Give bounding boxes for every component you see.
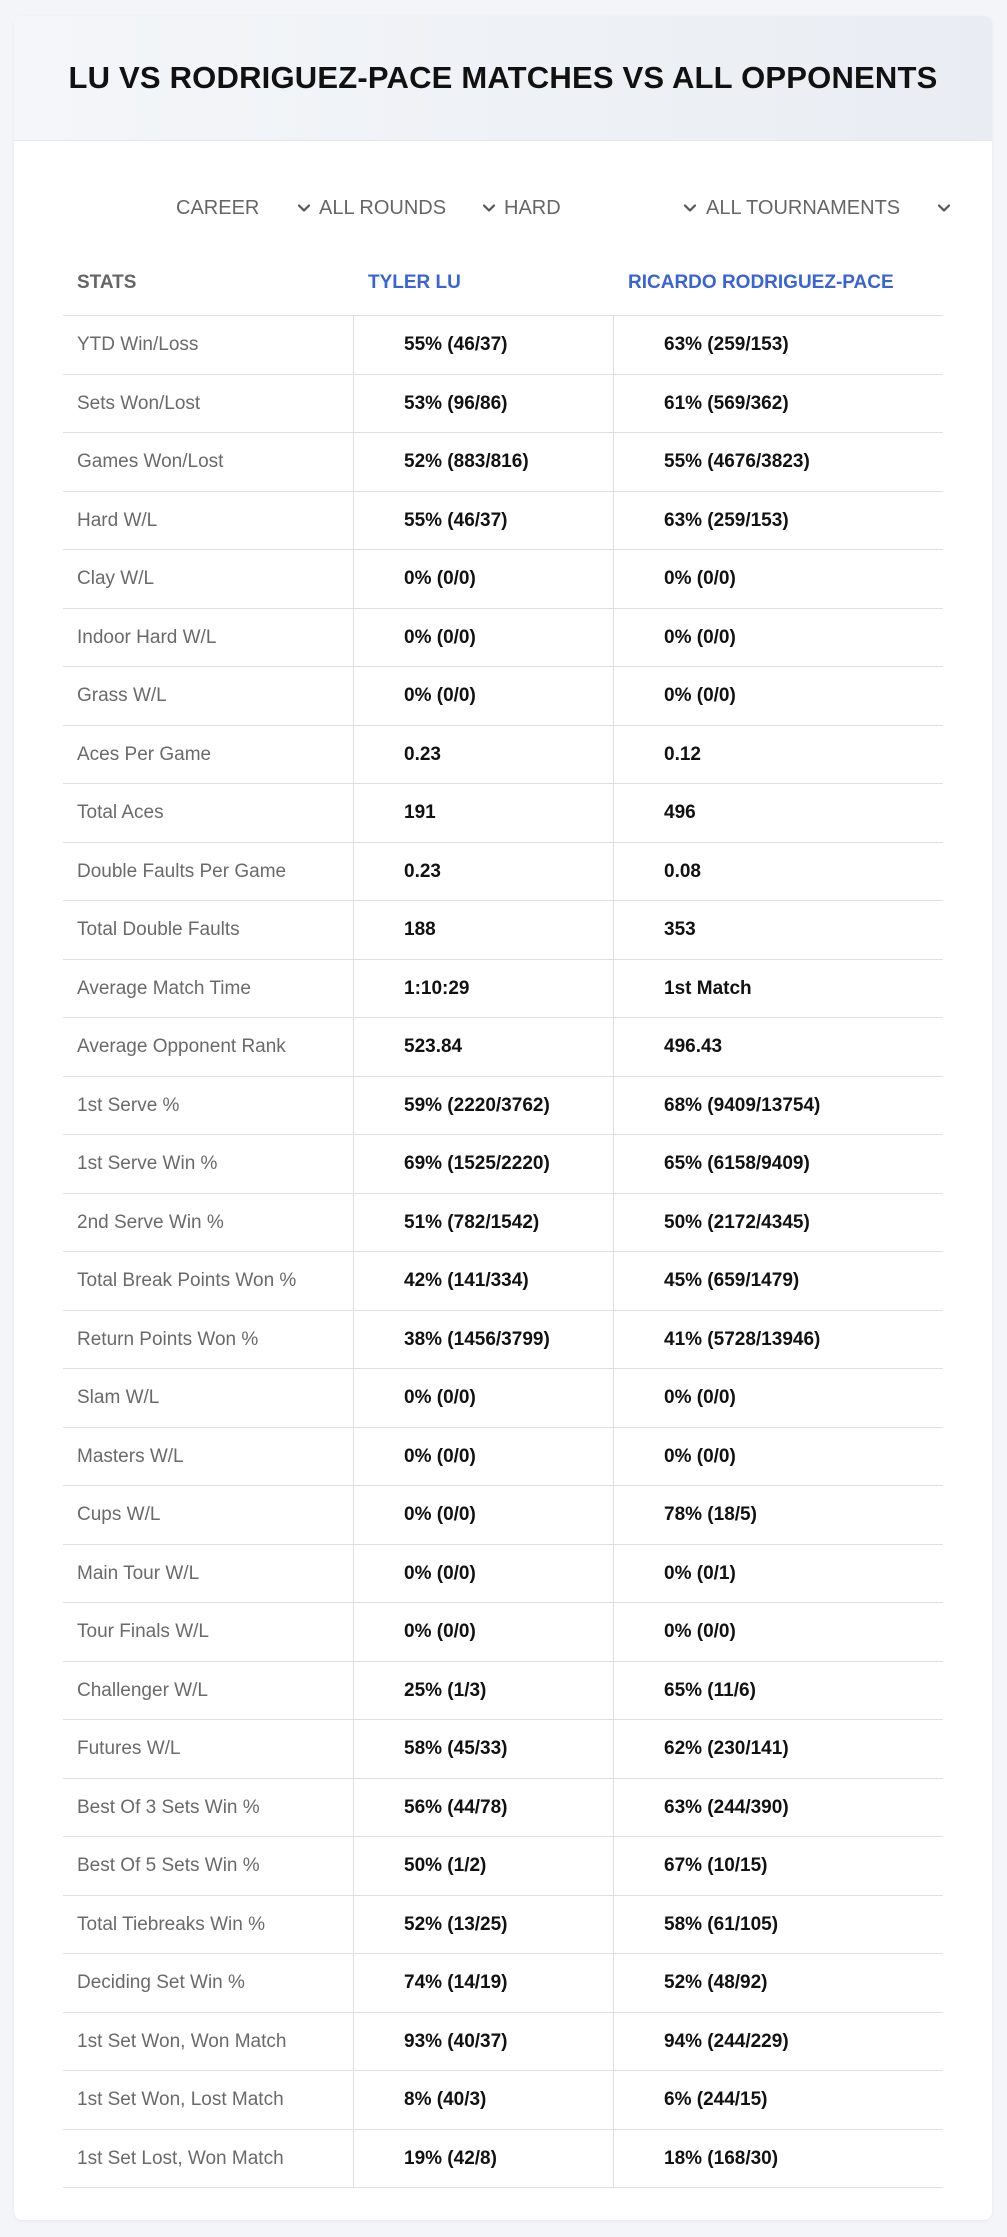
player2-value: 496 [613,784,943,843]
player2-value: 94% (244/229) [613,2013,943,2072]
player2-value: 353 [613,901,943,960]
player2-value: 61% (569/362) [613,375,943,434]
player2-value: 0% (0/0) [613,1369,943,1428]
stat-label: Double Faults Per Game [77,860,287,882]
player1-value: 0.23 [353,843,613,902]
player1-value: 0% (0/0) [353,1545,613,1604]
career-select[interactable] [176,188,312,228]
tournaments-select-value: ALL TOURNAMENTS [706,196,901,219]
stat-label: YTD Win/Loss [77,334,199,356]
player1-value: 55% (46/37) [353,492,613,551]
chevron-down-icon [481,200,497,216]
player1-value: 0% (0/0) [353,609,613,668]
table-row [63,2013,943,2072]
surface-select[interactable] [504,188,698,228]
column-header-stats: STATS [77,272,137,293]
table-row [63,1311,943,1370]
player2-value: 0% (0/0) [613,1428,943,1487]
table-row [63,1545,943,1604]
player1-value: 0% (0/0) [353,1486,613,1545]
stat-label: Total Double Faults [77,919,240,941]
table-row [63,550,943,609]
stat-label: Games Won/Lost [77,451,224,473]
stat-label: 1st Serve % [77,1094,180,1116]
player2-value: 55% (4676/3823) [613,433,943,492]
stat-label: Average Opponent Rank [77,1036,286,1058]
player2-value: 68% (9409/13754) [613,1077,943,1136]
stat-label: Main Tour W/L [77,1562,200,1584]
player2-value: 50% (2172/4345) [613,1194,943,1253]
stat-label: Slam W/L [77,1387,160,1409]
player2-value: 0% (0/0) [613,667,943,726]
column-header-player2[interactable]: RICARDO RODRIGUEZ-PACE [628,272,894,293]
player2-value: 0.12 [613,726,943,785]
table-row [63,1135,943,1194]
stat-label: Deciding Set Win % [77,1972,245,1994]
table-row [63,2130,943,2189]
table-row [63,1662,943,1721]
player1-value: 38% (1456/3799) [353,1311,613,1370]
player2-value: 1st Match [613,960,943,1019]
tournaments-select[interactable] [706,188,952,228]
player2-value: 6% (244/15) [613,2071,943,2130]
table-row [63,726,943,785]
player2-value: 0% (0/1) [613,1545,943,1604]
player2-value: 0.08 [613,843,943,902]
stat-label: Hard W/L [77,509,158,531]
player1-value: 191 [353,784,613,843]
stat-label: Total Aces [77,802,164,824]
table-row [63,843,943,902]
stat-label: Masters W/L [77,1445,184,1467]
page-title: LU VS RODRIGUEZ-PACE MATCHES VS ALL OPPONENTS [68,60,938,95]
player1-value: 523.84 [353,1018,613,1077]
table-row [63,1954,943,2013]
player1-value: 69% (1525/2220) [353,1135,613,1194]
stat-label: Return Points Won % [77,1328,259,1350]
stat-label: Futures W/L [77,1738,181,1760]
stat-label: Total Break Points Won % [77,1270,297,1292]
stat-label: Best Of 5 Sets Win % [77,1855,260,1877]
player1-value: 8% (40/3) [353,2071,613,2130]
table-row [63,1837,943,1896]
stats-card [14,16,992,2220]
player2-value: 78% (18/5) [613,1486,943,1545]
table-row [63,960,943,1019]
player1-value: 0.23 [353,726,613,785]
player2-value: 63% (244/390) [613,1779,943,1838]
player1-value: 52% (13/25) [353,1896,613,1955]
table-row [63,492,943,551]
player2-value: 0% (0/0) [613,1603,943,1662]
table-row [63,1428,943,1487]
table-row [63,667,943,726]
player2-value: 65% (6158/9409) [613,1135,943,1194]
player1-value: 0% (0/0) [353,1603,613,1662]
table-row [63,1779,943,1838]
table-row [63,1603,943,1662]
stat-label: Challenger W/L [77,1679,208,1701]
player2-value: 65% (11/6) [613,1662,943,1721]
stat-label: Sets Won/Lost [77,392,201,414]
stat-label: 2nd Serve Win % [77,1211,224,1233]
player2-value: 52% (48/92) [613,1954,943,2013]
stat-label: 1st Set Lost, Won Match [77,2147,284,2169]
stat-label: 1st Set Won, Won Match [77,2030,287,2052]
player2-value: 0% (0/0) [613,609,943,668]
player1-value: 74% (14/19) [353,1954,613,2013]
stats-table [63,316,943,2188]
stat-label: Indoor Hard W/L [77,626,217,648]
player1-value: 93% (40/37) [353,2013,613,2072]
player1-value: 58% (45/33) [353,1720,613,1779]
table-row [63,433,943,492]
player1-value: 59% (2220/3762) [353,1077,613,1136]
stat-label: Grass W/L [77,685,167,707]
player1-value: 52% (883/816) [353,433,613,492]
table-row [63,901,943,960]
player1-value: 55% (46/37) [353,316,613,375]
card-header [14,16,992,141]
chevron-down-icon [936,200,952,216]
stat-label: Cups W/L [77,1504,161,1526]
stat-label: Best Of 3 Sets Win % [77,1796,260,1818]
table-row [63,1896,943,1955]
career-select-value: CAREER [176,196,260,219]
player1-value: 25% (1/3) [353,1662,613,1721]
rounds-select[interactable] [319,188,497,228]
player2-value: 67% (10/15) [613,1837,943,1896]
player2-value: 63% (259/153) [613,316,943,375]
table-row [63,316,943,375]
table-row [63,609,943,668]
player2-value: 18% (168/30) [613,2130,943,2189]
player1-value: 53% (96/86) [353,375,613,434]
table-row [63,784,943,843]
table-row [63,1720,943,1779]
stat-label: 1st Serve Win % [77,1153,218,1175]
player1-value: 0% (0/0) [353,550,613,609]
chevron-down-icon [682,200,698,216]
player1-value: 50% (1/2) [353,1837,613,1896]
table-row [63,1486,943,1545]
player2-value: 45% (659/1479) [613,1252,943,1311]
filter-bar [14,188,992,228]
column-header-player1[interactable]: TYLER LU [368,272,461,293]
player1-value: 56% (44/78) [353,1779,613,1838]
stat-label: Clay W/L [77,568,155,590]
player1-value: 1:10:29 [353,960,613,1019]
player2-value: 41% (5728/13946) [613,1311,943,1370]
table-row [63,2071,943,2130]
table-row [63,1252,943,1311]
stat-label: Aces Per Game [77,743,212,765]
table-row [63,1018,943,1077]
table-row [63,1077,943,1136]
table-row [63,1194,943,1253]
table-row [63,375,943,434]
table-header [63,252,943,316]
player1-value: 0% (0/0) [353,667,613,726]
player2-value: 496.43 [613,1018,943,1077]
player1-value: 42% (141/334) [353,1252,613,1311]
player1-value: 19% (42/8) [353,2130,613,2189]
stat-label: Average Match Time [77,977,251,999]
chevron-down-icon [296,200,312,216]
stat-label: Total Tiebreaks Win % [77,1913,265,1935]
player1-value: 188 [353,901,613,960]
surface-select-value: HARD [504,196,561,219]
rounds-select-value: ALL ROUNDS [319,196,447,219]
player2-value: 63% (259/153) [613,492,943,551]
player2-value: 58% (61/105) [613,1896,943,1955]
stat-label: Tour Finals W/L [77,1621,209,1643]
player1-value: 51% (782/1542) [353,1194,613,1253]
player2-value: 0% (0/0) [613,550,943,609]
table-row [63,1369,943,1428]
stat-label: 1st Set Won, Lost Match [77,2089,284,2111]
player1-value: 0% (0/0) [353,1428,613,1487]
player2-value: 62% (230/141) [613,1720,943,1779]
player1-value: 0% (0/0) [353,1369,613,1428]
